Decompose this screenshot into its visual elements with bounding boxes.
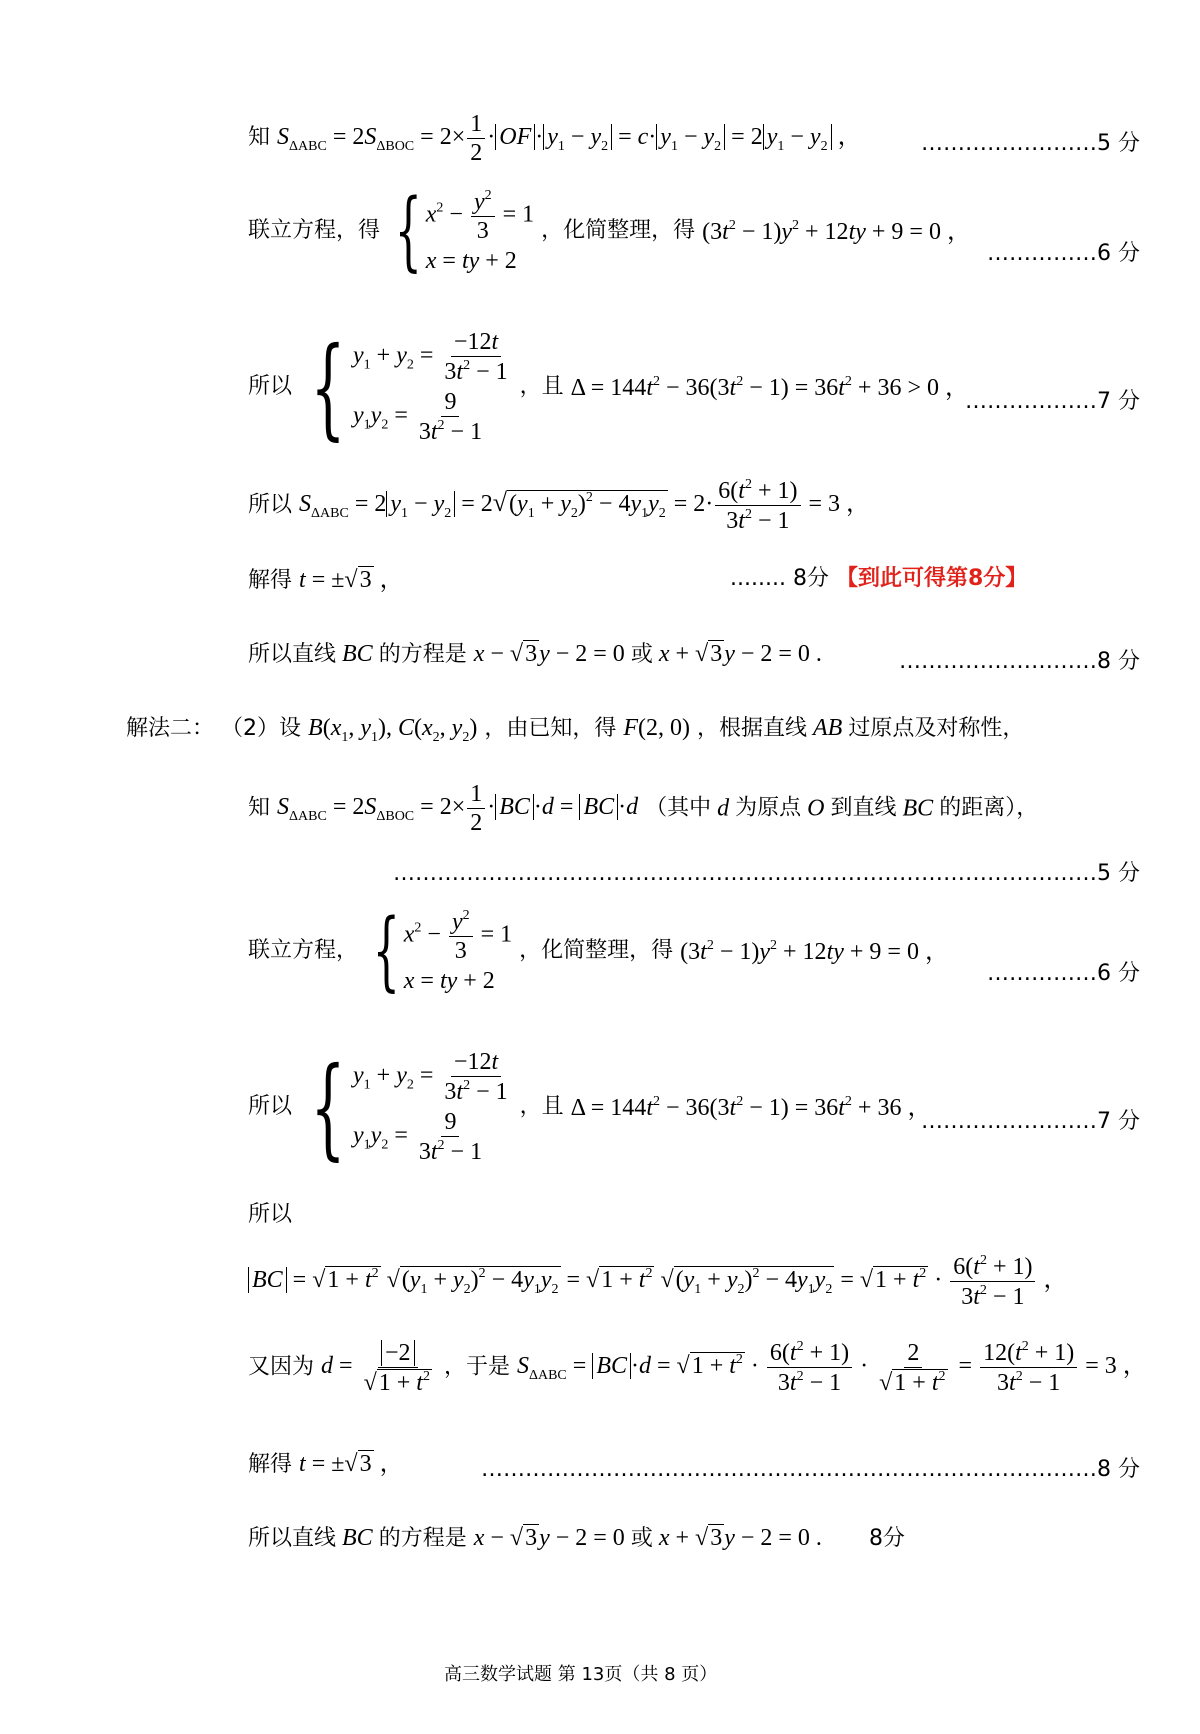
method2-system: 联立方程， { $x^2$ − $\frac{y^2}{3}$ = 1 x = ty + 2 ，化简整理，得 $(3t^2 - 1)y^2 + 12ty + 9 = 0$ ， xyxy=(248,901,949,1001)
score-5: ……………………5 分 xyxy=(921,131,1140,156)
text-solve: 解得 xyxy=(248,568,293,593)
method2-distance: 又因为 d = $\frac{-2}{√1 + t^2}$ ，于是 $S_{\Delta ABC}$ = BC $\cdot d = √1 + t^2$ · $\frac{6(t^2 + 1)}{3t^2 - 1}$ · $\frac{2}{√1 + t^2}$ = $\frac{12(t^2 + 1)}{3t^2 - 1}$ = 3 ， xyxy=(248,1339,1147,1396)
method2-score-5: ……………………………………………………………………………………5 分 xyxy=(393,861,1140,886)
method2-bc-length: BC = $√1 + t^2$ $√(y_1 + y_2)^2 - 4y_1y_2 = √1 + t^2$ $√(y_1 + y_2)^2 - 4y_1y_2 = √1 + t^2$ · $\frac{6(t^2 + 1)}{3t^2 - 1}$ ， xyxy=(248,1254,1067,1309)
text-simplify: ，化简整理，得 xyxy=(541,218,696,243)
text-so-2: 所以 xyxy=(248,492,293,518)
score-8-dots: ........ 8分 【到此可得第8分】 xyxy=(730,566,1028,591)
line-solve-1: 解得 t = ±√3 ， xyxy=(248,567,404,593)
score-6: ……………6 分 xyxy=(987,241,1140,266)
method2-area: 知 $S_{\Delta ABC} = 2S_{\Delta BOC} = 2\times$ $\frac{1}{2}$ · BC ·d = BC ·d （其中 d 为原点 O 到直线 BC 的距离）， xyxy=(248,781,1039,836)
line-area-eval: 所以 $S_{\Delta ABC} = 2$ $y_1 - y_2 = 2√(y_1 + y_2)^2 - 4y_1y_2 = 2\cdot$ $\frac{6(t^2 + 1)}{3t^2 - 1}$ = 3 ， xyxy=(248,477,871,534)
method2-heading: 解法二： xyxy=(126,716,215,741)
score-8: ………………………8 分 xyxy=(899,649,1140,674)
note-8-points: 【到此可得第8分】 xyxy=(835,566,1028,591)
line-result-1: 所以直线 BC 的方程是 x − √3y − 2 = 0 或 x + √3y − 2 = 0 . xyxy=(248,641,822,667)
line-system-1: 联立方程，得 { $x^2$ − $\frac{y^2}{3}$ = 1 x = ty + 2 ，化简整理，得 $(3t^2 - 1)y^2 + 12ty + 9 = 0$ ， xyxy=(248,181,971,281)
method2-score-7: ……………………7 分 xyxy=(921,1109,1140,1134)
method2-intro: 解法二： （2）设 $B(x_1$, $y_1$), $C(x_2$, $y_2$) ，由已知，得 F(2, 0) ，根据直线 AB 过原点及对称性， xyxy=(126,715,1025,745)
line-vieta-1: 所以 { $y_1 + y_2$ = $\frac{-12t}{3t^2 - 1}$ $y_1y_2$ = $\frac{9}{3t^2 - 1}$ ，且 $\Delta = 144t^2 - 36(3t^2 - 1) = 36t^2 + 36 > 0$ ， xyxy=(248,323,969,451)
method2-vieta: 所以 { $y_1 + y_2$ = $\frac{-12t}{3t^2 - 1}$ $y_1y_2$ = $\frac{9}{3t^2 - 1}$ ，且 $\Delta = 144t^2 - 36(3t^2 - 1) = 36t^2 + 36$ ， xyxy=(248,1043,932,1171)
text-combine: 联立方程，得 xyxy=(248,218,381,243)
method2-final-score: 8分 xyxy=(868,1526,905,1551)
score-7: ………………7 分 xyxy=(965,389,1140,414)
method2-score-8: …………………………………………………………………………8 分 xyxy=(481,1457,1140,1482)
text-know: 知 xyxy=(248,125,271,151)
method2-solve: 解得 t = ±√3 ， xyxy=(248,1451,404,1477)
page-footer: 高三数学试题 第 13页（共 8 页） xyxy=(444,1664,718,1685)
line-area-formula: 知 $S_{\Delta ABC} = 2S_{\Delta BOC} = 2\times$ $\frac{1}{2}$ · OF · $y_1 - y_2 = c\cdot y_1 - y_2 = 2$ $y_1 - y_2$ ， xyxy=(248,111,862,166)
text-and: ，且 xyxy=(519,374,564,399)
method2-result: 所以直线 BC 的方程是 x − √3y − 2 = 0 或 x + √3y − 2 = 0 . 8分 xyxy=(248,1525,905,1551)
text-so: 所以 xyxy=(248,374,293,399)
method2-score-6: ……………6 分 xyxy=(987,961,1140,986)
method2-so-alone: 所以 xyxy=(248,1202,293,1227)
